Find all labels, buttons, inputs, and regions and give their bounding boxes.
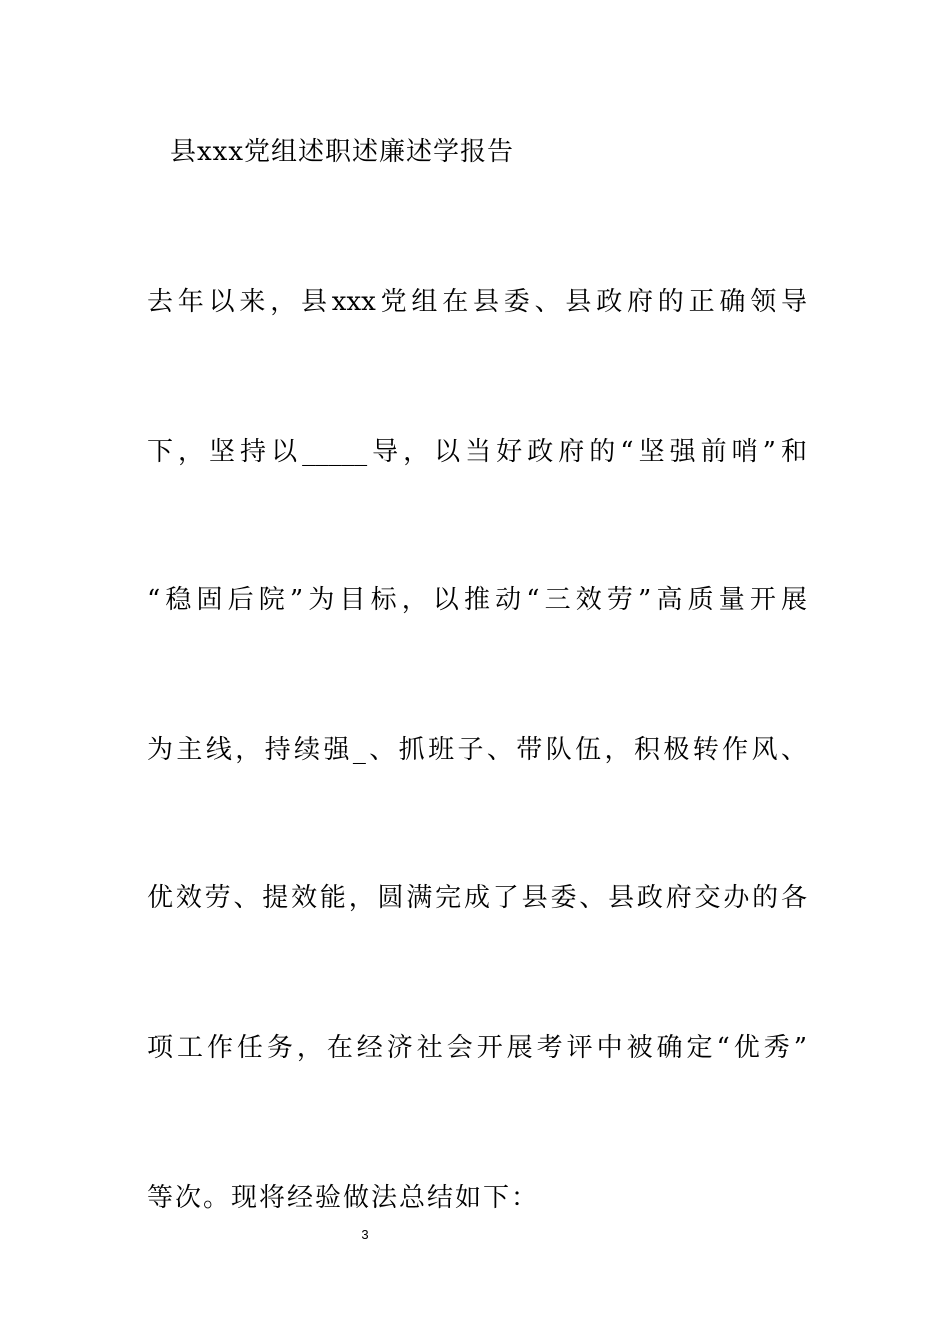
document-title: 县xxx党组述职述廉述学报告 xyxy=(170,137,514,167)
page-number: 3 xyxy=(361,1227,369,1242)
paragraph-line-3: “稳固后院”为目标，以推动“三效劳”高质量开展 xyxy=(147,585,807,615)
paragraph-line-6: 项工作任务，在经济社会开展考评中被确定“优秀” xyxy=(147,1033,807,1063)
paragraph-line-7: 等次。现将经验做法总结如下： xyxy=(147,1183,540,1213)
paragraph-line-2: 下，坚持以_____导，以当好政府的“坚强前哨”和 xyxy=(147,437,807,467)
paragraph-line-4: 为主线，持续强_、抓班子、带队伍，积极转作风、 xyxy=(147,735,807,765)
paragraph-line-1: 去年以来，县xxx党组在县委、县政府的正确领导 xyxy=(147,287,807,317)
paragraph-line-5: 优效劳、提效能，圆满完成了县委、县政府交办的各 xyxy=(147,883,807,913)
